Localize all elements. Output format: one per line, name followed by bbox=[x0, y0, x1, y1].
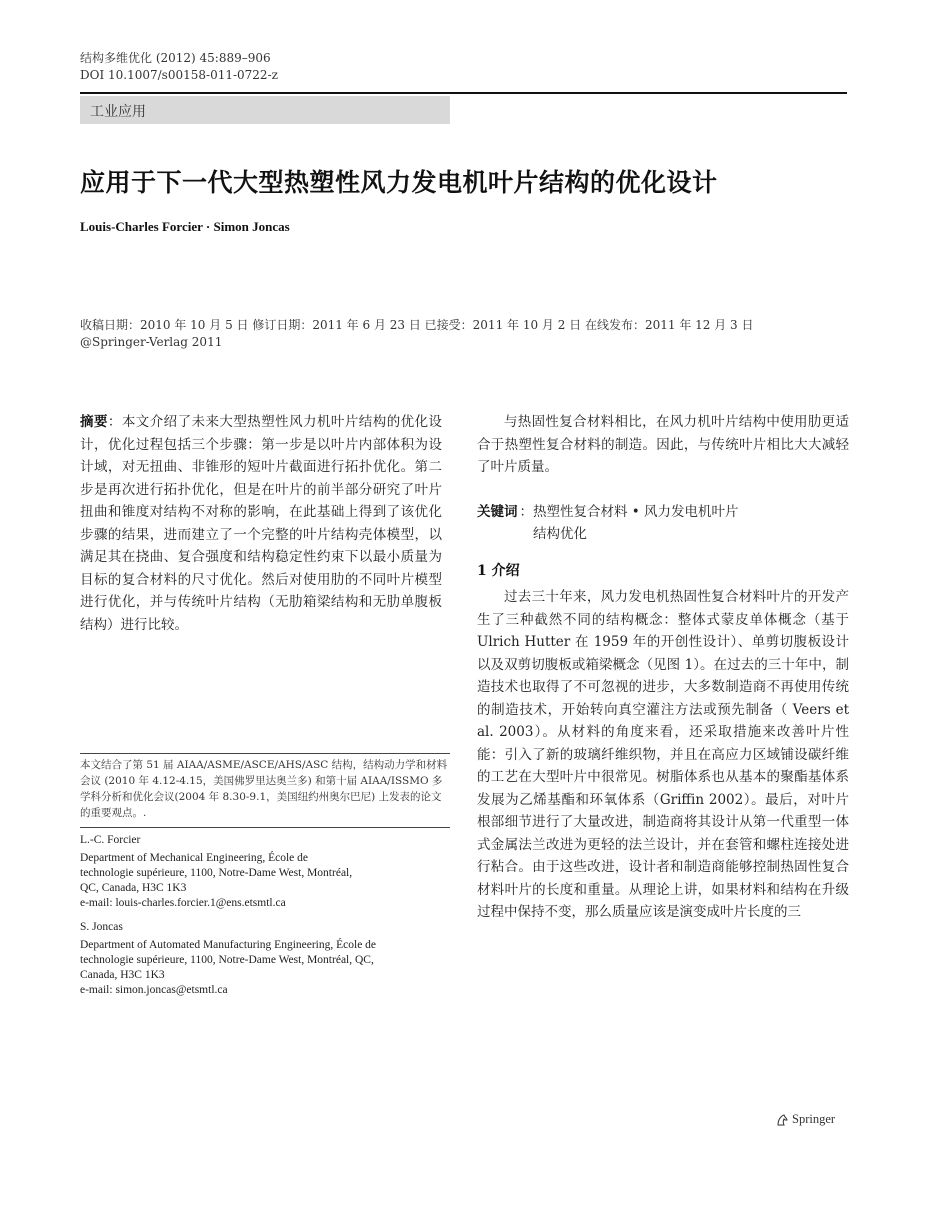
abstract-label: 摘要 bbox=[80, 414, 108, 430]
affiliation-joncas bbox=[80, 920, 450, 998]
affiliation-line: Department of Mechanical Engineering, École de bbox=[80, 852, 308, 864]
affiliation-line: Canada, H3C 1K3 bbox=[80, 969, 165, 981]
section-bar bbox=[80, 96, 450, 124]
footnote: 本文结合了第 51 届 AIAA/ASME/ASCE/AHS/ASC 结构，结构动力学和材料会议 (2010 年 4.12-4.15，美国佛罗里达奥兰多) 和第十届 AIAA/ISSMO 多学科分析和优化会议(2004 年 8.30-9.1，美国纽约州奥尔巴尼) 上发表的论文的重要观点。. bbox=[80, 759, 448, 819]
publisher-name: Springer bbox=[792, 1112, 836, 1126]
header-rule bbox=[80, 92, 847, 94]
keywords-line: 结构优化 bbox=[533, 526, 587, 542]
keywords-list bbox=[518, 501, 739, 546]
affiliation-line: QC, Canada, H3C 1K3 bbox=[80, 882, 187, 894]
affiliation-line: technologie supérieure, 1100, Notre-Dame West, Montréal, bbox=[80, 867, 353, 879]
journal-header bbox=[80, 50, 278, 84]
keywords-label: 关键词 bbox=[477, 503, 518, 520]
abstract-continued: 与热固性复合材料相比，在风力机叶片结构中使用肋更适合于热塑性复合材料的制造。因此，与传统叶片相比大大减轻了叶片质量。 bbox=[477, 414, 849, 475]
authors: Louis-Charles Forcier · Simon Joncas bbox=[80, 219, 290, 234]
keywords bbox=[477, 501, 849, 546]
publisher-logo bbox=[775, 1112, 835, 1127]
section-heading-intro: 1 介绍 bbox=[477, 562, 520, 579]
footnote-rule bbox=[80, 753, 450, 754]
journal-citation: 结构多维优化 (2012) 45:889–906 bbox=[80, 51, 271, 65]
history-dates: 收稿日期：2010 年 10 月 5 日 修订日期：2011 年 6 月 23 日 已接受：2011 年 10 月 2 日 在线发布：2011 年 12 月 3 日 bbox=[80, 318, 754, 332]
springer-horse-icon bbox=[775, 1113, 789, 1127]
abstract bbox=[80, 411, 442, 636]
section-label: 工业应用 bbox=[90, 104, 146, 120]
doi: DOI 10.1007/s00158-011-0722-z bbox=[80, 68, 278, 82]
abstract-text: ：本文介绍了未来大型热塑性风力机叶片结构的优化设计，优化过程包括三个步骤：第一步是以叶片内部体积为设计域，对无扭曲、非锥形的短叶片截面进行拓扑优化。第二步是再次进行拓扑优化，但是在叶片的前半部分研究了叶片扭曲和锥度对结构不对称的影响，在此基础上得到了该优化步骤的结果，进而建立了一个完整的叶片结构壳体模型，以满足其在挠曲、复合强度和结构稳定性约束下以最小质量为目标的复合材料的尺寸优化。然后对使用肋的不同叶片模型进行优化，并与传统叶片结构（无肋箱梁结构和无肋单腹板结构）进行比较。 bbox=[80, 414, 443, 633]
copyright: @Springer-Verlag 2011 bbox=[80, 335, 223, 349]
affiliation-line: Department of Automated Manufacturing Engineering, École de bbox=[80, 939, 377, 951]
affiliation-line: technologie supérieure, 1100, Notre-Dame West, Montréal, QC, bbox=[80, 954, 374, 966]
right-column bbox=[477, 411, 849, 924]
paper-title: 应用于下一代大型热塑性风力发电机叶片结构的优化设计 bbox=[80, 168, 718, 197]
affiliation-email[interactable]: e-mail: louis-charles.forcier.1@ens.etsmtl.ca bbox=[80, 897, 286, 909]
affiliation-rule bbox=[80, 827, 450, 828]
keywords-line: ：热塑性复合材料 • 风力发电机叶片 bbox=[519, 503, 739, 520]
affiliation-email[interactable]: e-mail: simon.joncas@etsmtl.ca bbox=[80, 984, 228, 996]
article-dates bbox=[80, 317, 754, 351]
affiliation-forcier bbox=[80, 833, 450, 911]
intro-paragraph: 过去三十年来，风力发电机热固性复合材料叶片的开发产生了三种截然不同的结构概念：整体式蒙皮单体概念（基于 Ulrich Hutter 在 1959 年的开创性设计）、单剪切腹板设计以及双剪切腹板或箱梁概念（见图 1）。在过去的三十年中，制造技术也取得了不可忽视的进步，大多数制造商不再使用传统的制造技术，开始转向真空灌注方法或预先制备（ Veers et al. 2003）。从材料的角度来看，还采取措施来改善叶片性能：引入了新的玻璃纤维织物，并且在高应力区域铺设碳纤维的工艺在大型叶片中很常见。树脂体系也从基本的聚酯基体系发展为乙烯基酯和环氧体系（Griffin 2002）。最后，对叶片根部细节进行了大量改进，制造商将其设计从第一代重型一体式金属法兰改进为更轻的法兰设计，并在套管和螺柱连接处进行粘合。由于这些改进，设计者和制造商能够控制热固性复合材料叶片的长度和重量。从理论上讲，如果材料和结构在升级过程中保持不变，那么质量应该是演变成叶片长度的三 bbox=[477, 589, 849, 920]
affiliation-name: L.-C. Forcier bbox=[80, 834, 141, 846]
affiliation-name: S. Joncas bbox=[80, 921, 123, 933]
